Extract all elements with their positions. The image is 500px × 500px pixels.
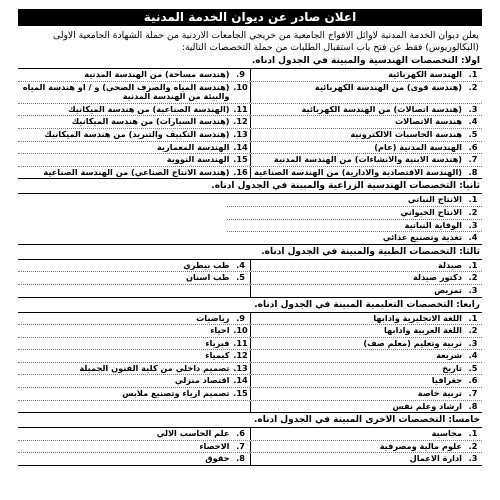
item-number: 5.: [468, 362, 478, 373]
specialization-name: اللغة الانجليزية وادابها: [373, 312, 462, 323]
item-number: 3.: [468, 337, 478, 348]
table-cell-right: [227, 232, 482, 244]
specialization-name: احياء: [210, 325, 230, 336]
table-row: [227, 207, 482, 220]
item-number: 1.: [468, 428, 478, 439]
item-number: 11.: [233, 337, 248, 348]
item-number: 2.: [468, 81, 478, 92]
specialization-name: (هندسة المياه والصرف الصحي) و / او هندسة المياه والبيئة من الهندسة المدنية: [22, 81, 230, 102]
table-cell-right: [227, 220, 482, 232]
item-number: 12.: [233, 116, 248, 127]
item-number: 2.: [468, 325, 478, 336]
specialization-name: الهندسة الكهربائية: [388, 69, 462, 79]
table-cell-right: [251, 104, 483, 116]
table-row: [18, 167, 482, 179]
table-row: [18, 313, 482, 326]
table-cell-left: [18, 69, 251, 81]
specialization-name: (الهندسة الصناعية) من هندسة الميكانيك: [68, 103, 230, 114]
specialization-name: دكتور صيدلة: [412, 272, 462, 283]
table-row: [18, 453, 482, 465]
table-row: [18, 154, 482, 167]
specialization-name: علم الحاسب الالي: [156, 428, 230, 439]
item-number: 15.: [233, 388, 248, 399]
item-number: 7.: [468, 154, 478, 165]
table-row: [18, 69, 482, 82]
specialization-name: طب بيطري: [183, 259, 230, 270]
table-cell-right: [251, 154, 483, 166]
item-number: 8.: [468, 166, 478, 177]
item-number: 1.: [468, 259, 478, 270]
item-number: 2.: [468, 206, 478, 217]
specialization-table: [18, 312, 482, 414]
specialization-name: هندسة الحاسبات الالكترونية: [350, 128, 462, 139]
item-number: 1.: [468, 312, 478, 323]
section-2: [18, 181, 482, 244]
table-cell-right: [251, 129, 483, 141]
specialization-table: [18, 427, 482, 466]
table-cell-left: [18, 104, 251, 116]
table-cell-left: [18, 388, 251, 400]
table-cell-right: [251, 453, 483, 465]
table-cell-left: [18, 325, 251, 337]
table-cell-right: [251, 272, 483, 284]
table-row: [18, 388, 482, 401]
table-cell-right: [251, 428, 483, 440]
item-number: 10.: [233, 325, 248, 336]
specialization-name: (هندسة الانتاج الصناعي) من الهندسة الصناعية: [43, 166, 230, 177]
item-number: 3.: [468, 284, 478, 295]
table-row: [227, 194, 482, 207]
table-cell-right: [251, 260, 483, 272]
item-number: 11.: [233, 103, 248, 114]
item-number: 14.: [233, 375, 248, 386]
specialization-name: جغرافيا: [431, 375, 462, 386]
specialization-name: ادارة الاعمال: [409, 453, 462, 464]
item-number: 7.: [468, 388, 478, 399]
specialization-name: تصميم ازياء وتصنيع ملابس: [122, 388, 230, 399]
specialization-name: (هندسة التكييف والتبريد) من هندسة الميكانيك: [44, 128, 230, 139]
section-3: [18, 247, 482, 298]
item-number: 13.: [233, 128, 248, 139]
section-title: خامساً: التخصصات الاخرى المبينة في الجدول أدناه.: [253, 415, 480, 426]
table-cell-right: [251, 167, 483, 179]
table-cell-right: [251, 338, 483, 350]
table-cell-right: [251, 313, 483, 325]
specialization-name: ارشاد وعلم نفس: [392, 400, 462, 411]
table-cell-right: [227, 194, 482, 206]
specialization-name: فيزياء: [205, 337, 230, 348]
table-cell-left: [18, 441, 251, 453]
specialization-name: الانتاج النباتي: [407, 194, 462, 205]
table-row: [18, 401, 482, 413]
specialization-name: محاسبة: [431, 428, 462, 439]
specialization-name: كيمياء: [205, 350, 230, 361]
table-cell-right: [251, 69, 483, 81]
specialization-name: رياضيات: [196, 312, 230, 323]
item-number: 4.: [468, 116, 478, 127]
specialization-name: تصميم داخلي من كلية الفنون الجميلة: [79, 362, 230, 373]
specialization-name: (هندسة الابنية والانشاءات) من الهندسة المدنية: [273, 154, 462, 165]
table-cell-left: [18, 154, 251, 166]
specialization-name: علوم مالية ومصرفية: [379, 440, 462, 451]
section-4: [18, 300, 482, 414]
item-number: 4.: [468, 232, 478, 243]
table-row: [18, 129, 482, 142]
table-cell-right: [251, 388, 483, 400]
specialization-name: الهندسة النووية: [166, 154, 230, 165]
table-row: [18, 338, 482, 351]
sections-container: [18, 56, 482, 466]
table-row: [18, 428, 482, 441]
table-cell-left: [18, 428, 251, 440]
table-cell-right: [251, 325, 483, 337]
table-cell-left: [18, 129, 251, 141]
specialization-name: شريعة: [436, 350, 462, 361]
specialization-name: (الهندسة الاقتصادية والادارية) من الهندسة الصناعية: [254, 166, 462, 177]
table-cell-left: [18, 375, 251, 387]
specialization-name: الهندسة المعمارية: [156, 141, 230, 152]
specialization-name: الانتاج الحيواني: [400, 206, 462, 217]
table-cell-left: [18, 401, 251, 413]
table-cell-left: [18, 363, 251, 375]
item-number: 3.: [468, 453, 478, 464]
item-number: 2.: [468, 440, 478, 451]
specialization-name: تمريض: [434, 284, 462, 295]
section-title: رابعاً: التخصصات التعليمية المبينة في الجدول أدناه.: [254, 299, 480, 310]
specialization-name: الوقاية النباتية: [404, 219, 462, 230]
table-cell-left: [18, 82, 251, 103]
table-cell-right: [251, 116, 483, 128]
table-cell-left: [18, 167, 251, 179]
item-number: 9.: [236, 69, 245, 79]
table-cell-right: [251, 401, 483, 413]
table-row: [18, 82, 482, 104]
table-row: [227, 220, 482, 233]
item-number: 9.: [236, 312, 245, 323]
table-cell-right: [251, 363, 483, 375]
item-number: 6.: [468, 375, 478, 386]
item-number: 15.: [233, 154, 248, 165]
specialization-name: (هندسة مساحة) من الهندسة المدنية: [84, 69, 230, 79]
item-number: 5.: [468, 128, 478, 139]
specialization-name: اقتصاد منزلي: [174, 375, 230, 386]
item-number: 8.: [468, 400, 478, 411]
item-number: 1.: [468, 69, 478, 79]
specialization-name: حقوق: [205, 453, 230, 464]
table-cell-left: [18, 260, 251, 272]
table-cell-left: [18, 338, 251, 350]
specialization-name: طب اسنان: [186, 272, 230, 283]
specialization-name: تربية خاصة: [417, 388, 462, 399]
item-number: 12.: [233, 350, 248, 361]
specialization-table: [18, 193, 482, 244]
specialization-name: صيدلة: [437, 259, 462, 270]
section-5: [18, 415, 482, 466]
table-row: [18, 104, 482, 117]
specialization-name: تاريخ: [442, 362, 462, 373]
table-cell-right: [227, 207, 482, 219]
table-cell-left: [18, 142, 251, 154]
table-row: [18, 272, 482, 285]
specialization-table: [18, 259, 482, 298]
specialization-name: اللغة العربية وادابها: [384, 325, 462, 336]
table-cell-left: [18, 453, 251, 465]
item-number: 10.: [233, 81, 248, 92]
item-number: 13.: [233, 362, 248, 373]
item-number: 6.: [468, 141, 478, 152]
item-number: 4.: [468, 350, 478, 361]
specialization-name: (هندسة قوى) من الهندسة الكهربائية: [314, 81, 462, 92]
specialization-name: الهندسة المدنية (عام): [374, 141, 462, 152]
specialization-name: تربية وتعليم (معلم صف): [363, 337, 462, 348]
item-number: 6.: [236, 428, 245, 439]
table-cell-right: [251, 82, 483, 103]
table-cell-right: [251, 350, 483, 362]
table-cell-left: [18, 272, 251, 284]
table-row: [18, 441, 482, 454]
table-cell-left: [18, 285, 251, 297]
table-cell-right: [251, 142, 483, 154]
table-cell-right: [251, 285, 483, 297]
table-row: [18, 350, 482, 363]
table-row: [227, 232, 482, 244]
item-number: 8.: [236, 453, 245, 464]
item-number: 1.: [468, 194, 478, 205]
item-number: 16.: [233, 166, 248, 177]
item-number: 5.: [236, 272, 245, 283]
document-title: اعلان صادر عن ديوان الخدمة المدنية: [18, 9, 482, 26]
table-cell-right: [251, 375, 483, 387]
table-row: [18, 260, 482, 273]
intro-paragraph: يعلن ديوان الخدمة المدنية لاوائل الافواج الجامعية من خريجي الجامعات الاردنية من حملة الشهادة الجامعية الاولى (البكالوريوس) فقط عن فتح باب استقبال الطلبات من حملة التخصصات التالية:: [53, 30, 479, 53]
item-number: 3.: [468, 219, 478, 230]
section-title: أولاً: التخصصات الهندسية والمبينة في الجدول أدناه.: [251, 56, 480, 66]
table-row: [18, 142, 482, 155]
section-title: ثالثاً: التخصصات الطبية والمبينة في الجدول أدناه.: [261, 246, 480, 257]
table-cell-left: [18, 313, 251, 325]
section-1: [18, 56, 482, 179]
item-number: 7.: [236, 440, 245, 451]
table-cell-left: [18, 350, 251, 362]
specialization-name: الاحصاء: [199, 440, 230, 451]
table-row: [18, 285, 482, 297]
table-cell-right: [251, 441, 483, 453]
item-number: 14.: [233, 141, 248, 152]
table-row: [18, 375, 482, 388]
item-number: 4.: [236, 259, 245, 270]
table-row: [18, 116, 482, 129]
specialization-name: (هندسة اتصالات) من الهندسة الكهربائية: [301, 103, 462, 114]
table-row: [18, 325, 482, 338]
specialization-name: (هندسة السيارات) من هندسة الميكانيك: [71, 116, 230, 127]
item-number: 3.: [468, 103, 478, 114]
item-number: 2.: [468, 272, 478, 283]
table-cell-left: [18, 116, 251, 128]
table-row: [18, 363, 482, 376]
specialization-name: هندسة الاتصالات: [394, 116, 462, 127]
specialization-table: [18, 68, 482, 179]
section-title: ثانياً: التخصصات الهندسية الزراعية والمبينة في الجدول أدناه.: [211, 181, 480, 192]
specialization-name: تغذية وتصنيع غذائي: [382, 232, 462, 243]
